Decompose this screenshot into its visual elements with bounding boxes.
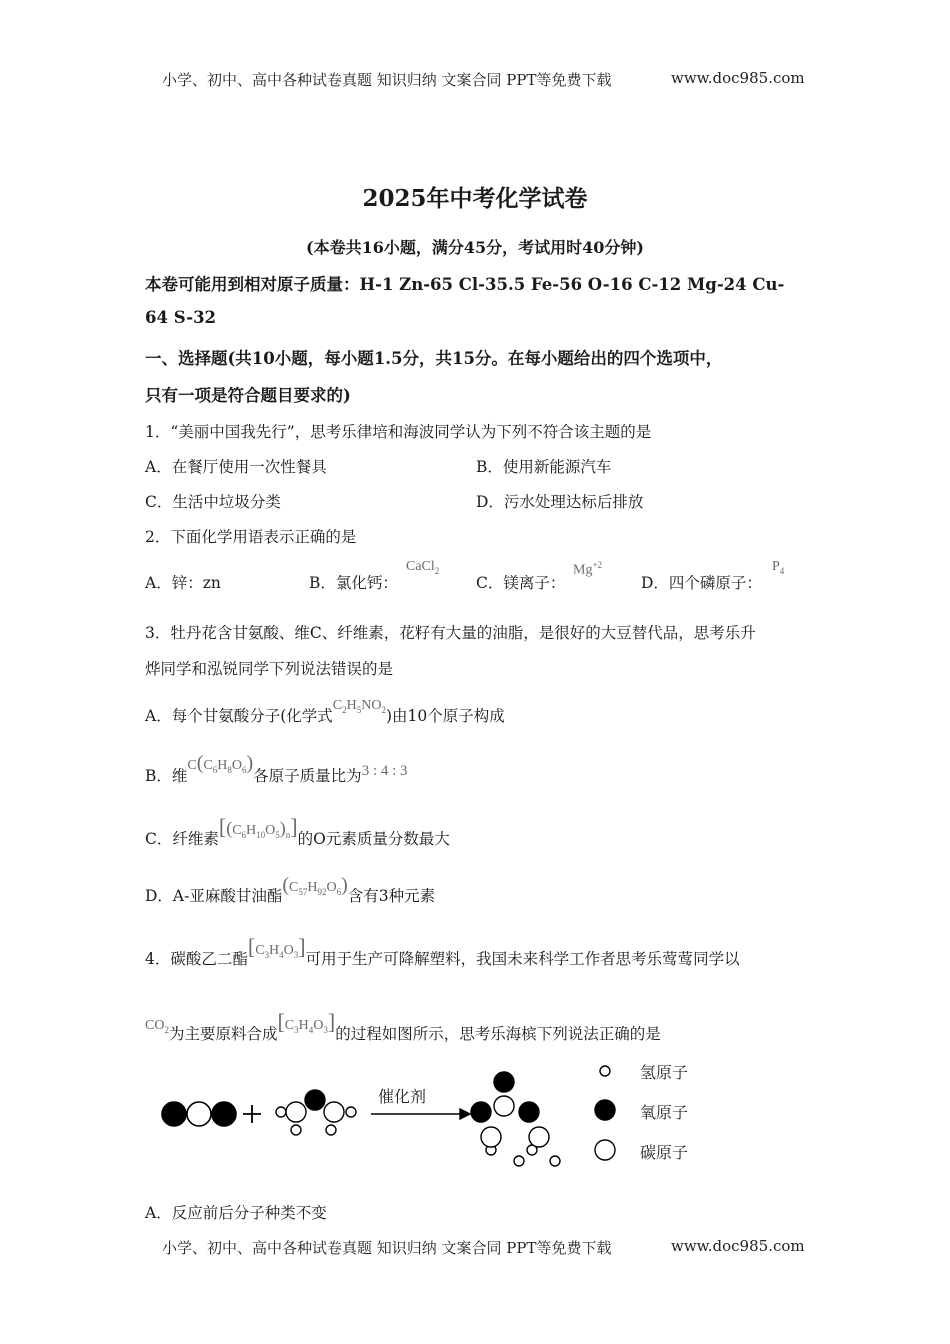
- q4-option-a: A．反应前后分子种类不变: [145, 1204, 327, 1222]
- q2-option-b: B．氯化钙：: [309, 574, 398, 592]
- q4-stem2-post: 的过程如图所示，思考乐海槟下列说法正确的是: [335, 1025, 661, 1043]
- page-title: 2025年中考化学试卷: [362, 185, 588, 212]
- q3-option-a: [145, 698, 505, 727]
- formula-c3h4o3-b: $[C_3H_4O_3]$: [277, 1009, 336, 1035]
- q3-option-d: [145, 874, 436, 907]
- formula-cacl2: CaCl$_2$: [406, 559, 440, 576]
- q4-stem1-pre: 4．碳酸乙二酯: [145, 950, 248, 968]
- formula-p4: $P_4$: [772, 559, 785, 576]
- q2-option-a: A．锌：zn: [145, 574, 221, 592]
- q4-stem-line1: [145, 934, 740, 970]
- q3-d-pre: D．A-亚麻酸甘油酯: [145, 887, 283, 905]
- q2-option-c: C．镁离子：: [476, 574, 566, 592]
- q3-c-pre: C．纤维素: [145, 830, 219, 848]
- footer-text: 小学、初中、高中各种试卷真题 知识归纳 文案合同 PPT等免费下载: [162, 1239, 612, 1257]
- legend-carbon: 碳原子: [640, 1143, 689, 1162]
- reaction-arrow: [371, 1109, 470, 1119]
- formula-linolenate: $(C_{57}H_{92}O_6)$: [282, 874, 348, 897]
- plus-icon: [243, 1105, 261, 1123]
- q3-a-post: )由10个原子构成: [385, 707, 505, 725]
- header-text: 小学、初中、高中各种试卷真题 知识归纳 文案合同 PPT等免费下载: [162, 71, 612, 89]
- q1-option-a: A．在餐厅使用一次性餐具: [145, 458, 327, 476]
- q4-stem2-mid: 为主要原料合成: [168, 1025, 278, 1043]
- q1-option-d: D．污水处理达标后排放: [476, 493, 644, 511]
- formula-co2: $CO_2$: [145, 1018, 169, 1035]
- atomic-mass-line2: 64 S-32: [145, 308, 217, 327]
- atomic-mass-line1: 本卷可能用到相对原子质量：H-1 Zn-65 Cl-35.5 Fe-56 O-16 C-12 Mg-24 Cu-: [145, 275, 785, 294]
- q4-stem-line2: [145, 1009, 661, 1045]
- q3-option-c: [145, 814, 450, 850]
- formula-cellulose: $[(C_6H_{10}O_5)_n]$: [218, 814, 298, 840]
- formula-mg-ion: $Mg^{+2}$: [573, 560, 603, 578]
- carbon-legend-icon: [595, 1140, 615, 1160]
- q1-option-c: C．生活中垃圾分类: [145, 493, 281, 511]
- reaction-diagram: [150, 1060, 710, 1180]
- q4-stem1-post: 可用于生产可降解塑料，我国未来科学工作者思考乐莺莺同学以: [305, 950, 740, 968]
- q2-option-d: D．四个磷原子：: [641, 574, 762, 592]
- q3-stem-line2: 烨同学和泓锐同学下列说法错误的是: [145, 660, 394, 678]
- q3-c-post: 的O元素质量分数最大: [297, 830, 450, 848]
- co2-molecule: [162, 1102, 236, 1126]
- hydrogen-legend-icon: [600, 1066, 610, 1076]
- section1-line2: 只有一项是符合题目要求的): [145, 386, 351, 405]
- section1-line1: 一、选择题(共10小题，每小题1.5分，共15分。在每小题给出的四个选项中，: [145, 349, 723, 368]
- formula-glycine: $C_2H_5NO_2$: [332, 698, 386, 715]
- product-molecule: [471, 1072, 560, 1166]
- legend-hydrogen: 氢原子: [640, 1063, 689, 1082]
- footer-url[interactable]: www.doc985.com: [671, 1237, 805, 1255]
- q3-b-post: 各原子质量比为: [253, 767, 362, 785]
- q3-a-pre: A．每个甘氨酸分子(化学式: [145, 707, 333, 725]
- subtitle: (本卷共16小题，满分45分，考试用时40分钟): [306, 238, 644, 257]
- legend-oxygen: 氧原子: [640, 1103, 689, 1122]
- formula-c3h4o3-a: $[C_3H_4O_3]$: [247, 934, 306, 960]
- formula-vitamin-c: $C(C_6H_8O_6)$: [187, 752, 254, 775]
- q3-d-post: 含有3种元素: [347, 887, 436, 905]
- q2-stem: 2．下面化学用语表示正确的是: [145, 528, 357, 546]
- q3-option-b: [145, 752, 408, 787]
- reactant-2-molecule: [276, 1090, 356, 1135]
- q3-b-pre: B．维: [145, 767, 188, 785]
- q1-stem: 1．“美丽中国我先行”，思考乐律培和海波同学认为下列不符合该主题的是: [145, 423, 652, 441]
- q1-option-b: B．使用新能源汽车: [476, 458, 612, 476]
- header-url[interactable]: www.doc985.com: [671, 69, 805, 87]
- oxygen-legend-icon: [595, 1100, 615, 1120]
- catalyst-label: 催化剂: [378, 1087, 427, 1106]
- q3-stem-line1: 3．牡丹花含甘氨酸、维C、纤维素，花籽有大量的油脂，是很好的大豆替代品，思考乐升: [145, 624, 756, 642]
- q3-b-ratio: 3 : 4 : 3: [361, 763, 408, 779]
